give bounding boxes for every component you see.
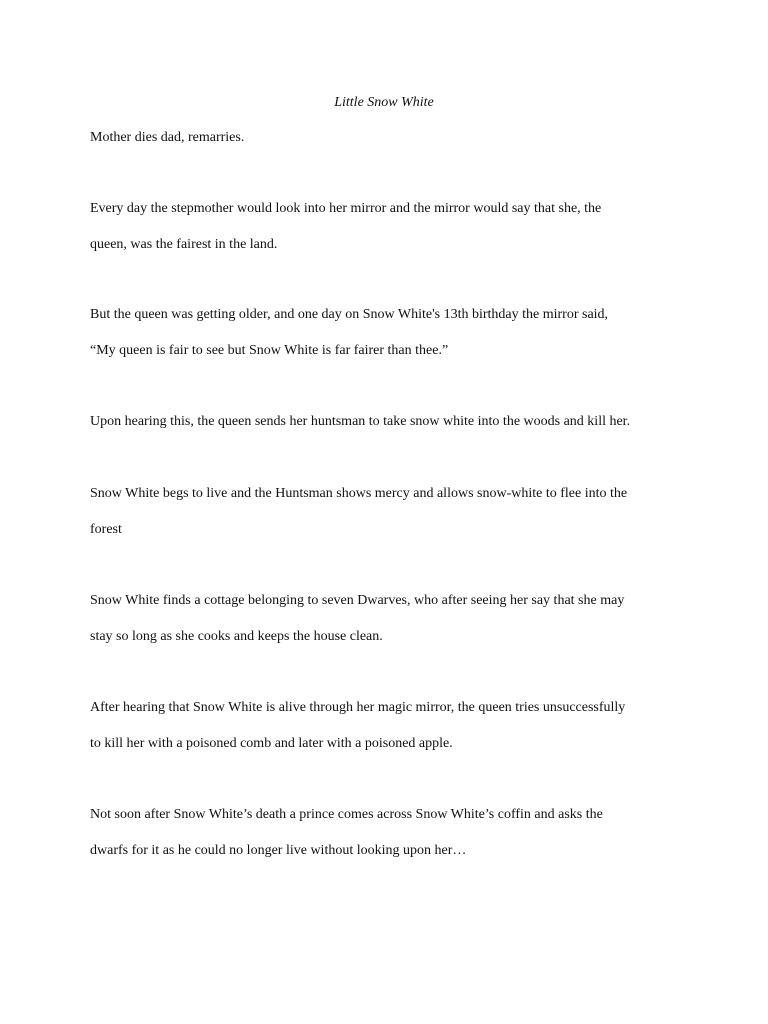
paragraph-line: forest bbox=[90, 522, 122, 537]
paragraph-line: Every day the stepmother would look into her mirror and the mirror would say that she, the bbox=[90, 201, 602, 216]
paragraph-7 bbox=[90, 690, 690, 762]
paragraph-line: After hearing that Snow White is alive through her magic mirror, the queen tries unsuccessfully bbox=[90, 700, 626, 715]
paragraph-line: But the queen was getting older, and one day on Snow White's 13th birthday the mirror said, bbox=[90, 307, 609, 322]
paragraph-1 bbox=[90, 120, 690, 156]
paragraph-line: dwarfs for it as he could no longer live without looking upon her… bbox=[90, 843, 467, 858]
paragraph-line: stay so long as she cooks and keeps the house clean. bbox=[90, 629, 383, 644]
paragraph-2 bbox=[90, 191, 690, 263]
paragraph-line: Mother dies dad, remarries. bbox=[90, 130, 245, 145]
paragraph-8 bbox=[90, 797, 690, 869]
paragraph-line: “My queen is fair to see but Snow White is far fairer than thee.” bbox=[90, 343, 449, 358]
paragraph-6 bbox=[90, 583, 690, 655]
paragraph-4 bbox=[90, 404, 690, 440]
paragraph-line: to kill her with a poisoned comb and later with a poisoned apple. bbox=[90, 736, 453, 751]
paragraph-line: Upon hearing this, the queen sends her huntsman to take snow white into the woods and kill her. bbox=[90, 414, 631, 429]
paragraph-line: Snow White finds a cottage belonging to seven Dwarves, who after seeing her say that she may bbox=[90, 593, 625, 608]
paragraph-3 bbox=[90, 297, 690, 369]
paragraph-line: Not soon after Snow White’s death a prince comes across Snow White’s coffin and asks the bbox=[90, 807, 603, 822]
paragraph-line: queen, was the fairest in the land. bbox=[90, 237, 278, 252]
paragraph-5 bbox=[90, 476, 690, 548]
document-title: Little Snow White bbox=[334, 95, 434, 110]
paragraph-line: Snow White begs to live and the Huntsman shows mercy and allows snow-white to flee into the bbox=[90, 486, 628, 501]
